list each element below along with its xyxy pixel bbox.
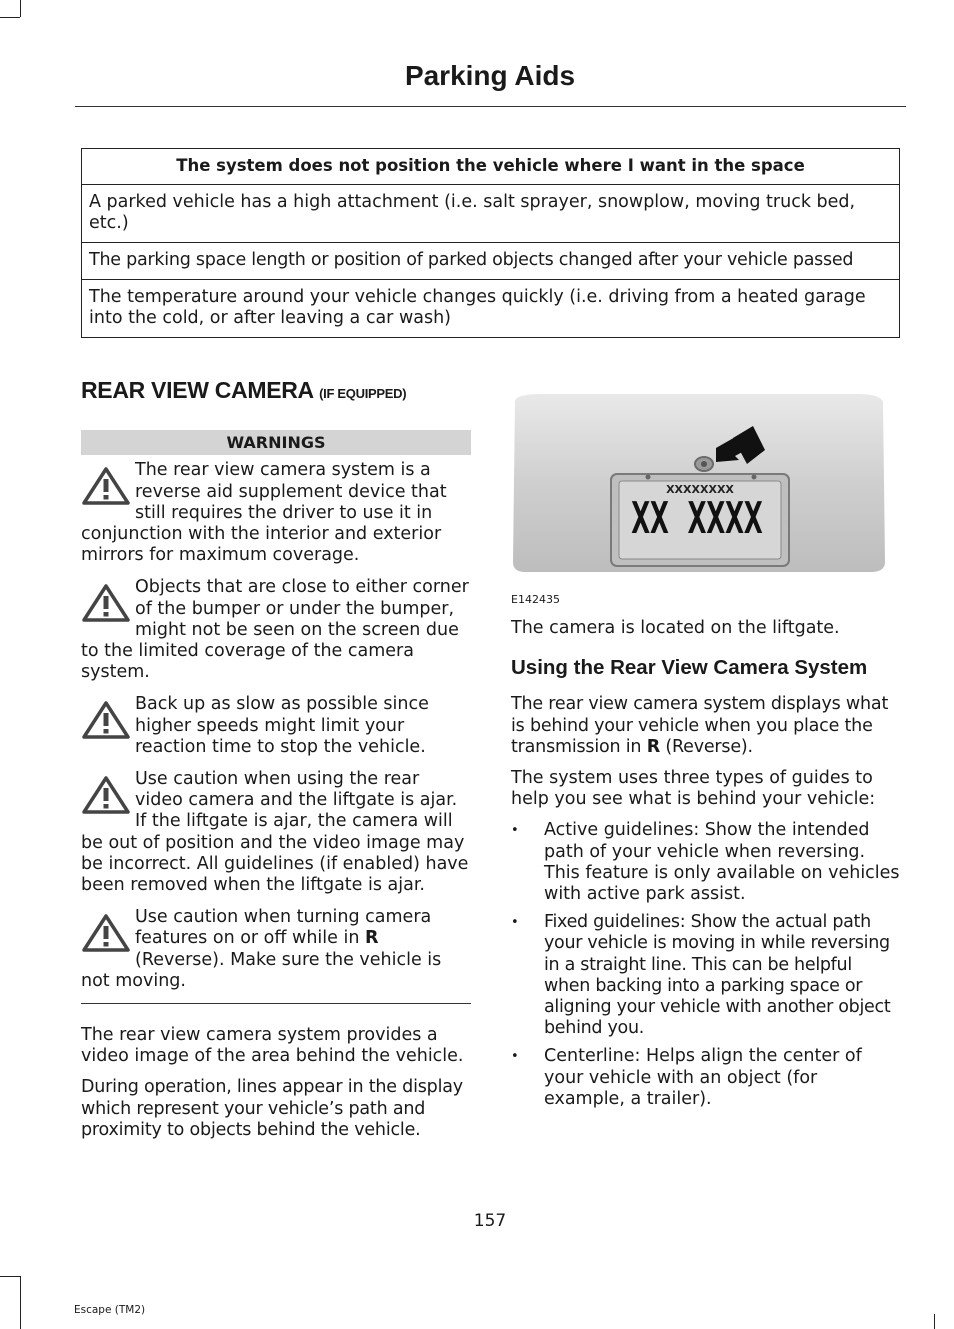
warning-text-part: Use caution when turning camera features on or off while in — [135, 907, 432, 949]
plate-small-text: XXXXXXXX — [666, 483, 734, 496]
crop-mark — [20, 1276, 21, 1329]
warnings-heading: WARNINGS — [81, 430, 471, 455]
warning-triangle-icon — [81, 913, 131, 953]
list-item: • Active guidelines: Show the intended path of your vehicle when reversing. This feature is only available on vehicles with active park assist. — [511, 820, 903, 905]
gear-letter: R — [646, 736, 660, 757]
warning-item — [81, 577, 471, 683]
warning-text-part: (Reverse). Make sure the vehicle is not moving. — [81, 949, 442, 991]
page-title: Parking Aids — [404, 60, 576, 91]
table-row — [82, 185, 900, 243]
warning-text — [81, 907, 471, 992]
gear-letter: R — [365, 928, 379, 949]
table-row — [82, 280, 900, 338]
table-row — [82, 243, 900, 280]
warning-item — [81, 460, 471, 566]
list-item: • Centerline: Helps align the center of your vehicle with an object (for example, a trailer). — [511, 1046, 903, 1110]
section-divider — [81, 1003, 471, 1004]
left-column — [81, 377, 471, 1151]
crop-mark — [0, 17, 20, 18]
crop-mark — [0, 1276, 20, 1277]
table-cell: The temperature around your vehicle changes quickly (i.e. driving from a heated garage into the cold, or after leaving a car wash) — [82, 280, 900, 338]
liftgate-camera-illustration — [511, 392, 886, 577]
crop-mark — [20, 0, 21, 17]
warning-text: Use caution when using the rear video camera and the liftgate is ajar. If the liftgate is ajar, the camera will be out of position and the video image may be incorrect. All guidelines (if enabled) have been removed when the liftgate is ajar. — [81, 769, 469, 896]
table-cell: The parking space length or position of parked objects changed after your vehicle passed — [82, 243, 900, 280]
table-heading: The system does not position the vehicle where I want in the space — [82, 149, 900, 185]
warning-triangle-icon — [81, 700, 131, 740]
warning-item — [81, 769, 471, 896]
section-heading — [81, 377, 471, 404]
body-paragraph: The rear view camera system provides a video image of the area behind the vehicle. — [81, 1025, 464, 1067]
guides-list — [511, 820, 903, 1110]
crop-mark — [934, 1314, 935, 1329]
warning-triangle-icon — [81, 775, 131, 815]
warning-text: The rear view camera system is a reverse aid supplement device that still requires the driver to use it in conjunction with the interior and exterior mirrors for maximum coverage. — [81, 460, 447, 566]
subsection-heading: Using the Rear View Camera System — [511, 656, 868, 680]
body-text-part: The rear view camera system displays what is behind your vehicle when you place the transmission in — [511, 694, 889, 757]
section-heading-qualifier: (IF EQUIPPED) — [319, 386, 407, 401]
body-paragraph: The system uses three types of guides to help you see what is behind your vehicle: — [511, 768, 876, 810]
section-heading-title: REAR VIEW CAMERA — [81, 377, 314, 403]
troubleshooting-table — [81, 148, 900, 338]
plate-large-text: XX XXXX — [631, 492, 763, 544]
footer-model: Escape (TM2) — [74, 1304, 146, 1316]
body-paragraph: During operation, lines appear in the display which represent your vehicle’s path and proximity to objects behind the vehicle. — [81, 1077, 463, 1140]
page-number: 157 — [473, 1211, 507, 1231]
warning-text: Objects that are close to either corner of the bumper or under the bumper, might not be seen on the screen due to the limited coverage of the camera system. — [81, 577, 469, 683]
warning-item — [81, 907, 471, 992]
body-text-part: (Reverse). — [659, 736, 753, 757]
title-rule — [75, 106, 906, 107]
right-column — [511, 392, 903, 1117]
figure-caption: The camera is located on the liftgate. — [511, 618, 840, 639]
warning-item — [81, 694, 471, 758]
warning-text: Back up as slow as possible since higher speeds might limit your reaction time to stop the vehicle. — [135, 694, 429, 757]
figure-code: E142435 — [511, 593, 560, 606]
list-item: • Fixed guidelines: Show the actual path your vehicle is moving in while reversing in a straight line. This can be helpful when backing into a parking space or aligning your vehicle with another object behind you. — [511, 912, 903, 1039]
warning-triangle-icon — [81, 466, 131, 506]
body-paragraph — [511, 694, 903, 758]
table-cell: A parked vehicle has a high attachment (i.e. salt sprayer, snowplow, moving truck bed, etc.) — [82, 185, 900, 243]
warning-triangle-icon — [81, 583, 131, 623]
